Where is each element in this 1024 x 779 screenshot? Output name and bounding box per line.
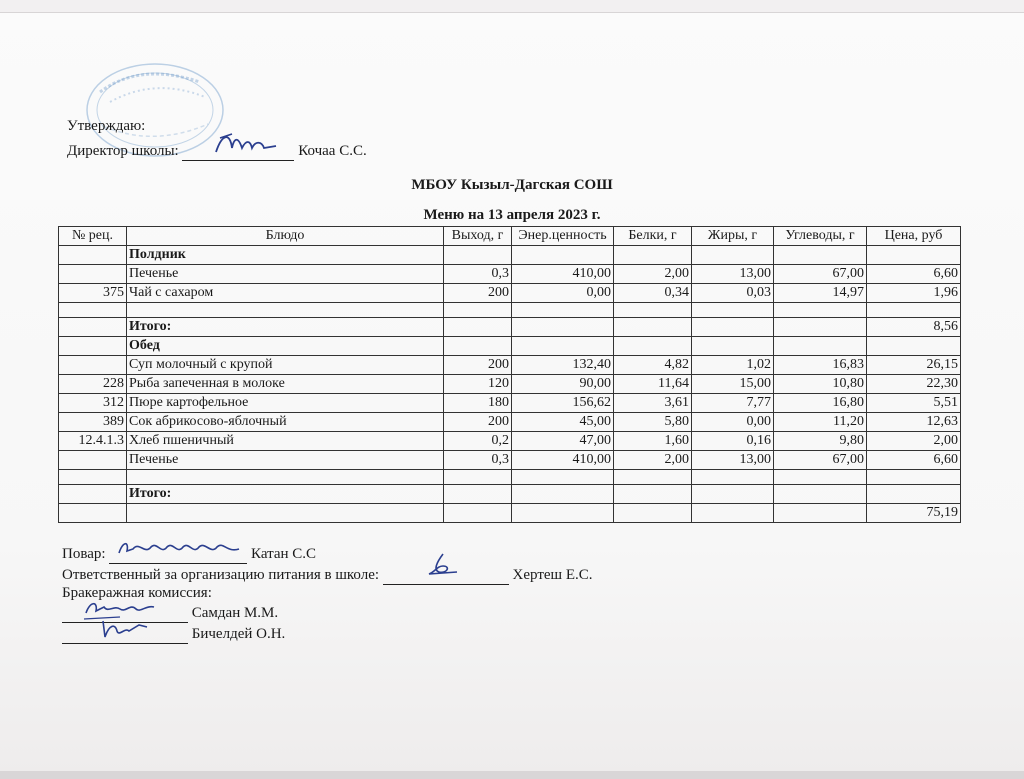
table-header-row [59,227,961,246]
total-price: 75,19 [867,504,961,523]
col-header: Блюдо [127,227,444,246]
cook-signature-icon [115,537,245,563]
col-header: Энер.ценность [512,227,614,246]
member2-signature-line [62,643,188,644]
responsible-name: Хертеш Е.С. [512,567,593,583]
responsible-label: Ответственный за организацию питания в школе: [62,567,380,583]
table-row: 389 Сок абрикосово-яблочный 200 45,00 5,80 0,00 11,20 12,63 [59,413,961,432]
col-header: № рец. [59,227,127,246]
section-title: Полдник [127,246,444,265]
table-row: 12.4.1.3 Хлеб пшеничный 0,2 47,00 1,60 0,16 9,80 2,00 [59,432,961,451]
section-row [59,246,961,265]
responsible-signature-icon [425,552,461,578]
director-signature-icon [212,128,282,160]
col-header: Выход, г [444,227,512,246]
org-name: МБОУ Кызыл-Дагская СОШ [411,177,613,193]
menu-title: Меню на 13 апреля 2023 г. [423,207,601,223]
director-signature-line [182,160,294,161]
responsible-signature-line [383,584,509,585]
table-row: 228 Рыба запеченная в молоке 120 90,00 11,64 15,00 10,80 22,30 [59,375,961,394]
total-value-row [59,504,961,523]
director-label: Директор школы: [67,143,179,159]
member2-name: Бичелдей О.Н. [191,626,286,642]
blank-row [59,470,961,485]
col-header: Углеводы, г [774,227,867,246]
member1-name: Самдан М.М. [191,605,279,621]
section-title: Обед [127,337,444,356]
table-row: 375 Чай с сахаром 200 0,00 0,34 0,03 14,97 1,96 [59,284,961,303]
total-row: Итого: [59,485,961,504]
cook-label: Повар: [62,546,106,562]
cook-signature-line [109,563,247,564]
table-row: Печенье 0,3 410,00 2,00 13,00 67,00 6,60 [59,265,961,284]
cook-name: Катан С.С [251,546,317,562]
blank-row [59,303,961,318]
col-header: Цена, руб [867,227,961,246]
total-row: Итого: 8,56 [59,318,961,337]
table-row: Печенье 0,3 410,00 2,00 13,00 67,00 6,60 [59,451,961,470]
commission-label: Бракеражная комиссия: [62,585,212,601]
table-row: 312 Пюре картофельное 180 156,62 3,61 7,77 16,80 5,51 [59,394,961,413]
scan-bottom-edge [0,771,1024,779]
approve-label: Утверждаю: [67,118,146,134]
director-name: Кочаа С.С. [298,143,367,159]
responsible-line [62,565,593,585]
total-price: 8,56 [867,318,961,337]
scan-top-edge [0,0,1024,13]
menu-table [58,226,961,523]
col-header: Белки, г [614,227,692,246]
col-header: Жиры, г [692,227,774,246]
member2-signature-icon [95,617,155,643]
section-row [59,337,961,356]
table-row: Суп молочный с крупой 200 132,40 4,82 1,02 16,83 26,15 [59,356,961,375]
